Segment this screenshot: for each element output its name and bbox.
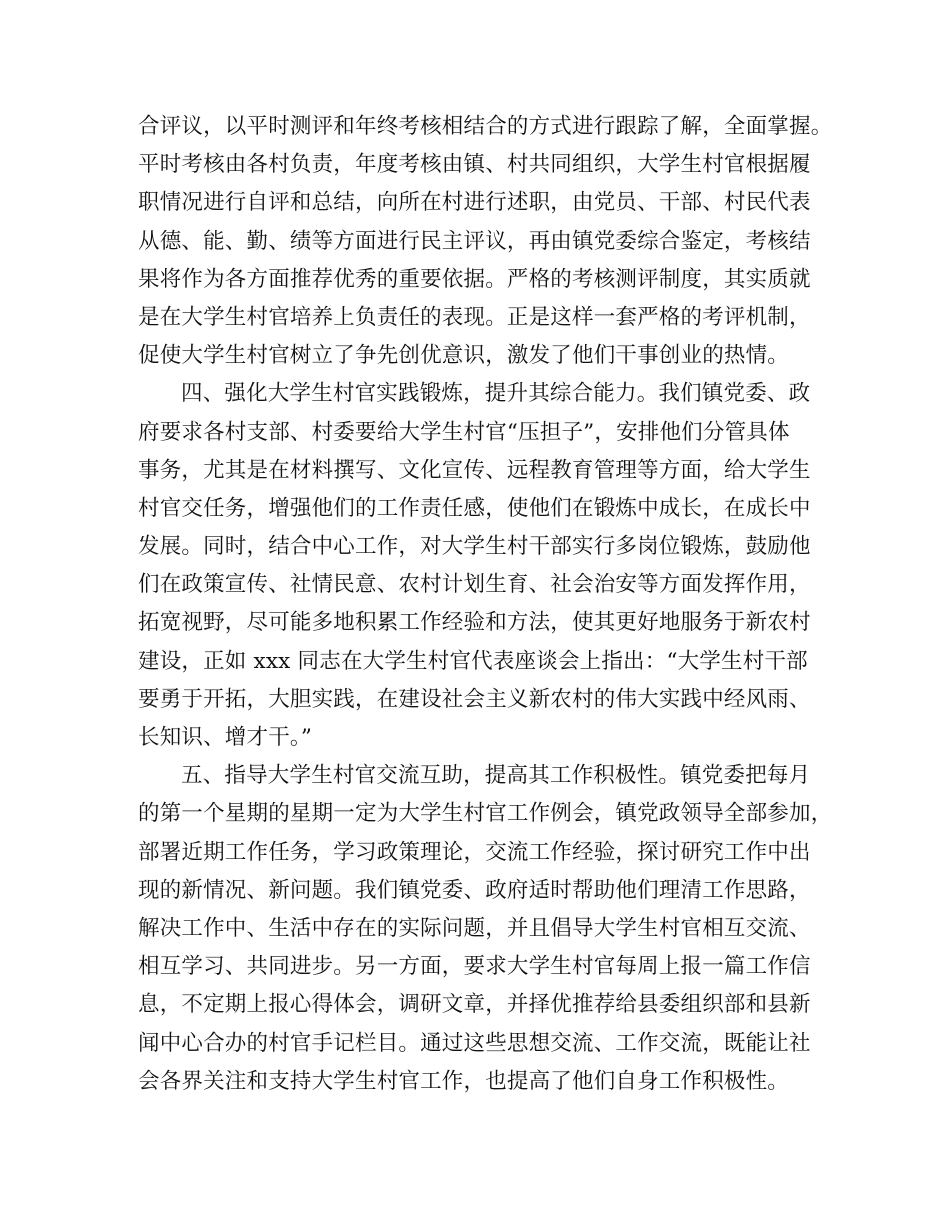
body-text-line: 建设，正如 xxx 同志在大学生村官代表座谈会上指出：“大学生村干部	[138, 648, 808, 674]
body-text-line: 发展。同时，结合中心工作，对大学生村干部实行多岗位锻炼，鼓励他	[138, 534, 811, 560]
body-text-line: 们在政策宣传、社情民意、农村计划生育、社会治安等方面发挥作用，	[138, 572, 811, 598]
body-text-line: 村官交任务，增强他们的工作责任感，使他们在锻炼中成长，在成长中	[138, 495, 811, 521]
body-text-line: 解决工作中、生活中存在的实际问题，并且倡导大学生村官相互交流、	[138, 915, 811, 941]
paragraph-first-line: 五、指导大学生村官交流互助，提高其工作积极性。镇党委把每月	[181, 763, 811, 789]
body-text-line: 闻中心合办的村官手记栏目。通过这些思想交流、工作交流，既能让社	[138, 1030, 811, 1056]
body-text-line: 果将作为各方面推荐优秀的重要依据。严格的考核测评制度，其实质就	[138, 266, 811, 292]
body-text-line: 合评议，以平时测评和年终考核相结合的方式进行跟踪了解，全面掌握。	[138, 114, 833, 139]
body-text-line: 息，不定期上报心得体会，调研文章，并择优推荐给县委组织部和县新	[138, 992, 811, 1018]
body-text-line: 事务，尤其是在材料撰写、文化宣传、远程教育管理等方面，给大学生	[138, 457, 811, 483]
body-text-line: 府要求各村支部、村委要给大学生村官“压担子”，安排他们分管具体	[138, 419, 790, 445]
body-text-line: 会各界关注和支持大学生村官工作，也提高了他们自身工作积极性。	[138, 1068, 790, 1094]
body-text-line: 要勇于开拓，大胆实践，在建设社会主义新农村的伟大实践中经风雨、	[138, 686, 811, 712]
body-text-line: 拓宽视野，尽可能多地积累工作经验和方法，使其更好地服务于新农村	[138, 610, 811, 636]
body-text-line: 促使大学生村官树立了争先创优意识，激发了他们干事创业的热情。	[138, 343, 790, 369]
body-text-line: 平时考核由各村负责，年度考核由镇、村共同组织，大学生村官根据履	[138, 152, 811, 178]
paragraph-first-line: 四、强化大学生村官实践锻炼，提升其综合能力。我们镇党委、政	[181, 381, 811, 407]
body-text-line: 的第一个星期的星期一定为大学生村官工作例会，镇党政领导全部参加，	[138, 801, 833, 827]
body-text-line: 长知识、增才干。”	[138, 725, 313, 750]
body-text-line: 从德、能、勤、绩等方面进行民主评议，再由镇党委综合鉴定，考核结	[138, 228, 811, 254]
body-text-line: 是在大学生村官培养上负责任的表现。正是这样一套严格的考评机制，	[138, 304, 811, 330]
body-text-line: 职情况进行自评和总结，向所在村进行述职，由党员、干部、村民代表	[138, 190, 811, 216]
document-body	[138, 108, 838, 1101]
body-text-line: 相互学习、共同进步。另一方面，要求大学生村官每周上报一篇工作信	[138, 954, 811, 980]
body-text-line: 部署近期工作任务，学习政策理论，交流工作经验，探讨研究工作中出	[138, 839, 811, 865]
body-text-line: 现的新情况、新问题。我们镇党委、政府适时帮助他们理清工作思路，	[138, 877, 811, 903]
